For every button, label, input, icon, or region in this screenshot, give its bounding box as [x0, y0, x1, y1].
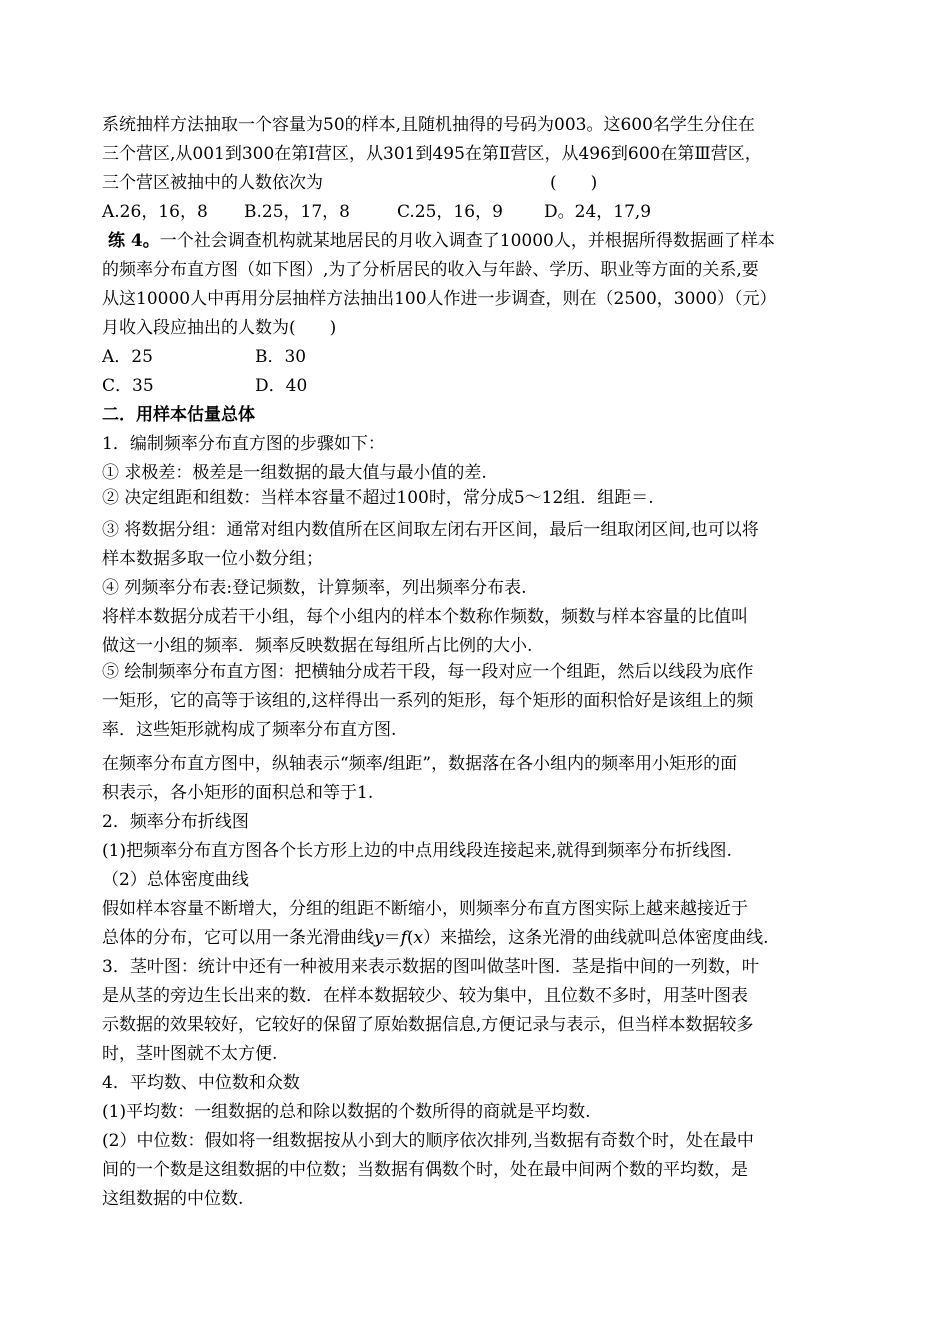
text-line: 时，茎叶图就不太方便. — [102, 1044, 278, 1064]
text-line: 在频率分布直方图中，纵轴表示“频率/组距”，数据落在各小组内的频率用小矩形的面 — [102, 754, 738, 774]
formula-function: f — [400, 928, 407, 948]
text-line: 间的一个数是这组数据的中位数；当数据有偶数个时，处在最中间两个数的平均数，是 — [102, 1160, 748, 1180]
text-span: ）来描绘，这条光滑的曲线就叫总体密度曲线. — [423, 928, 769, 948]
text-line: 3．茎叶图：统计中还有一种被用来表示数据的图叫做茎叶图．茎是指中间的一列数，叶 — [102, 957, 759, 977]
question-4-line — [108, 230, 775, 252]
formula-paren: ( — [406, 928, 414, 948]
text-line: ⑤ 绘制频率分布直方图：把横轴分成若干段，每一段对应一个组距，然后以线段为底作 — [102, 662, 754, 682]
text-line: 三个营区,从001到300在第Ⅰ营区，从301到495在第Ⅱ营区，从496到600在第Ⅲ营区， — [102, 144, 762, 164]
text-line: (1)平均数：一组数据的总和除以数据的个数所得的商就是平均数. — [102, 1102, 591, 1122]
text-line: 是从茎的旁边生长出来的数．在样本数据较少、较为集中，且位数不多时，用茎叶图表 — [102, 986, 748, 1006]
section-heading: 二．用样本估量总体 — [102, 405, 255, 425]
subsection-heading: 4．平均数、中位数和众数 — [102, 1073, 300, 1093]
text-line: 一矩形，它的高等于该组的,这样得出一系列的矩形，每个矩形的面积恰好是该组上的频 — [102, 691, 754, 711]
text-line: 月收入段应抽出的人数为( ) — [102, 318, 337, 338]
text-line: ③ 将数据分组：通常对组内数值所在区间取左闭右开区间，最后一组取闭区间,也可以将 — [102, 520, 759, 540]
option-b: B．30 — [255, 347, 307, 367]
option-a: A．25 — [102, 347, 153, 367]
text-line: 将样本数据分成若干小组，每个小组内的样本个数称作频数，频数与样本容量的比值叫 — [102, 607, 748, 627]
text-line: 这组数据的中位数. — [102, 1189, 244, 1209]
option-c: C.25，16，9 — [397, 202, 503, 222]
text-line — [102, 927, 769, 949]
formula-operator: ＝ — [383, 928, 401, 948]
option-d: D。24，17,9 — [544, 202, 652, 222]
question-text: 一个社会调查机构就某地居民的月收入调查了10000人，并根据所得数据画了样本 — [159, 231, 775, 251]
option-a: A.26，16，8 — [102, 202, 208, 222]
text-line — [102, 172, 598, 194]
text-line: 做这一小组的频率．频率反映数据在每组所占比例的大小. — [102, 636, 533, 656]
text-line: (1)把频率分布直方图各个长方形上边的中点用线段连接起来,就得到频率分布折线图. — [102, 841, 732, 861]
text-line: 积表示，各小矩形的面积总和等于1. — [102, 783, 374, 803]
formula-variable: x — [413, 928, 424, 948]
question-label: 练 4。 — [108, 231, 160, 251]
subsection-heading: 2．频率分布折线图 — [102, 812, 249, 832]
text-line: 系统抽样方法抽取一个容量为50的样本,且随机抽得的号码为003。这600名学生分住在 — [102, 115, 755, 135]
subsection-heading: 1．编制频率分布直方图的步骤如下： — [102, 434, 385, 454]
text-line: 的频率分布直方图（如下图）,为了分析居民的收入与年龄、学历、职业等方面的关系,要 — [102, 260, 759, 280]
subsection-heading: （2）总体密度曲线 — [102, 870, 249, 890]
text-line: 样本数据多取一位小数分组； — [102, 549, 323, 569]
option-b: B.25，17，8 — [244, 202, 350, 222]
text-line: 示数据的效果较好，它较好的保留了原始数据信息,方便记录与表示，但当样本数据较多 — [102, 1015, 754, 1035]
text-line: ② 决定组距和组数：当样本容量不超过100时，常分成5～12组．组距＝. — [102, 488, 654, 508]
answer-blank: ( ) — [550, 173, 598, 193]
text-line: 假如样本容量不断增大，分组的组距不断缩小，则频率分布直方图实际上越来越接近于 — [102, 899, 748, 919]
option-c: C．35 — [102, 376, 154, 396]
text-line: ④ 列频率分布表:登记频数，计算频率，列出频率分布表. — [102, 578, 527, 598]
text-line: (2）中位数：假如将一组数据按从小到大的顺序依次排列,当数据有奇数个时，处在最中 — [102, 1131, 754, 1151]
formula-variable: y — [374, 928, 384, 948]
text-span: 总体的分布，它可以用一条光滑曲线 — [102, 928, 374, 948]
text-line: 率．这些矩形就构成了频率分布直方图. — [102, 720, 397, 740]
question-stem: 三个营区被抽中的人数依次为 — [102, 173, 323, 193]
option-d: D．40 — [255, 376, 308, 396]
text-line: 从这10000人中再用分层抽样方法抽出100人作进一步调查，则在（2500，3000）（元） — [102, 289, 777, 309]
text-line: ① 求极差：极差是一组数据的最大值与最小值的差. — [102, 463, 487, 483]
